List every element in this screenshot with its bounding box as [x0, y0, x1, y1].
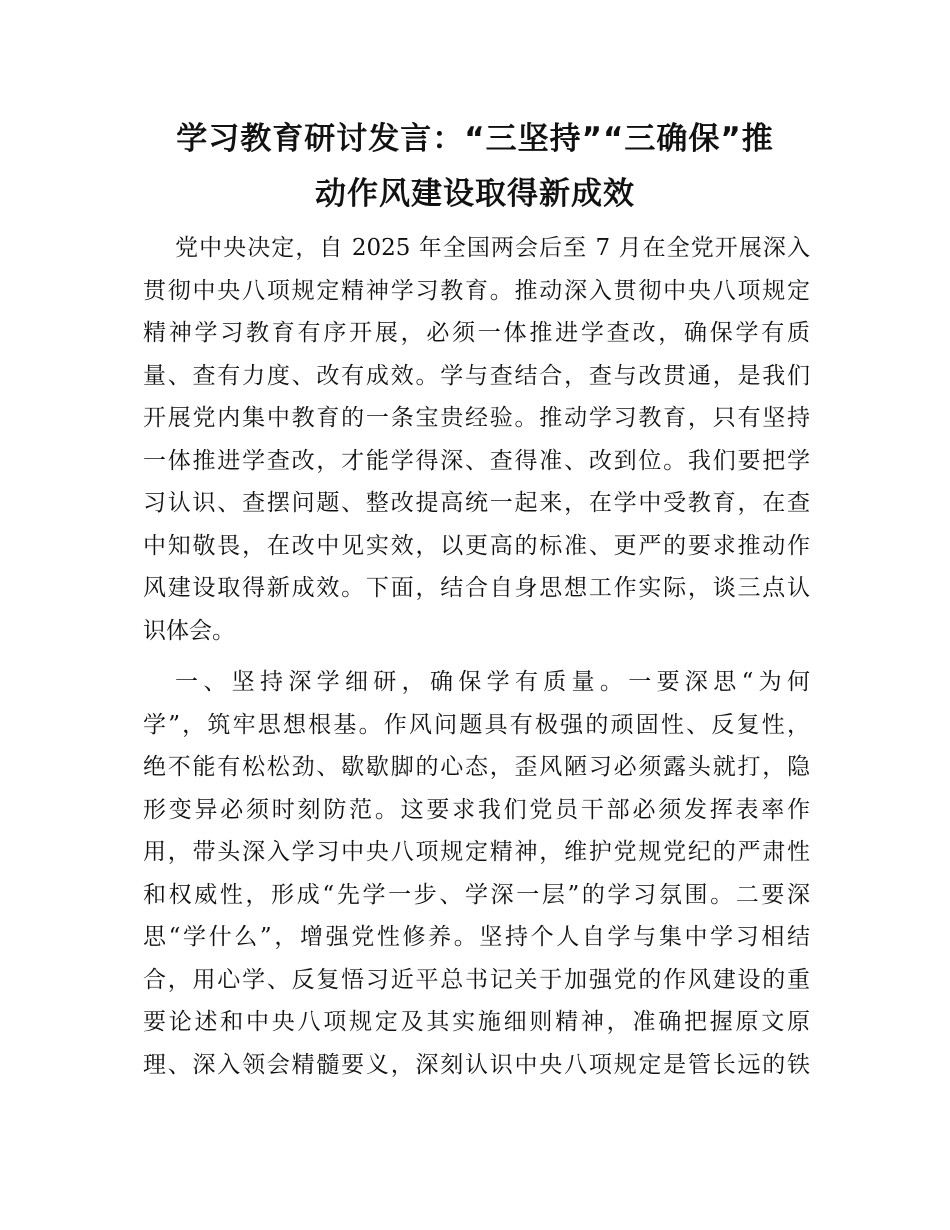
- document-title-line-2: 动作风建设取得新成效: [315, 176, 635, 212]
- paragraph-2-line: 和权威性，形成“先学一步、学深一层”的学习氛围。二要深: [143, 881, 810, 908]
- paragraph-1-line: 量、查有力度、改有成效。学与查结合，查与改贯通，是我们: [143, 362, 810, 389]
- paragraph-2-line: 一、坚持深学细研，确保学有质量。一要深思“为何: [175, 669, 810, 695]
- paragraph-1-line: 风建设取得新成效。下面，结合自身思想工作实际，谈三点认: [143, 575, 810, 601]
- document-title-line-1: 学习教育研讨发言：“三坚持”“三确保”推: [176, 121, 774, 157]
- paragraph-2-line: 合，用心学、反复悟习近平总书记关于加强党的作风建设的重: [143, 966, 810, 993]
- paragraph-2-line: 用，带头深入学习中央八项规定精神，维护党规党纪的严肃性: [143, 839, 810, 865]
- paragraph-2-line: 理、深入领会精髓要义，深刻认识中央八项规定是管长远的铁: [143, 1051, 810, 1078]
- paragraph-1-line: 贯彻中央八项规定精神学习教育。推动深入贯彻中央八项规定: [143, 277, 810, 304]
- paragraph-1-line: 开展党内集中教育的一条宝贵经验。推动学习教育，只有坚持: [143, 405, 810, 431]
- paragraph-1-line: 一体推进学查改，才能学得深、查得准、改到位。我们要把学: [143, 447, 810, 474]
- paragraph-1-line: 中知敬畏，在改中见实效，以更高的标准、更严的要求推动作: [143, 532, 810, 559]
- paragraph-2-line: 要论述和中央八项规定及其实施细则精神，准确把握原文原: [143, 1009, 810, 1035]
- paragraph-1-line: 精神学习教育有序开展，必须一体推进学查改，确保学有质: [143, 320, 810, 346]
- paragraph-2-line: 绝不能有松松劲、歇歇脚的心态，歪风陋习必须露头就打，隐: [143, 754, 810, 780]
- paragraph-2-line: 思“学什么”，增强党性修养。坚持个人自学与集中学习相结: [143, 924, 810, 950]
- paragraph-1-line: 习认识、查摆问题、整改提高统一起来，在学中受教育，在查: [143, 490, 810, 516]
- paragraph-2-line: 形变异必须时刻防范。这要求我们党员干部必须发挥表率作: [143, 796, 810, 823]
- paragraph-1-line: 识体会。: [143, 617, 235, 644]
- paragraph-2-line: 学”，筑牢思想根基。作风问题具有极强的顽固性、反复性，: [143, 711, 810, 738]
- paragraph-1-line: 党中央决定，自 2025 年全国两会后至 7 月在全党开展深入: [175, 235, 810, 261]
